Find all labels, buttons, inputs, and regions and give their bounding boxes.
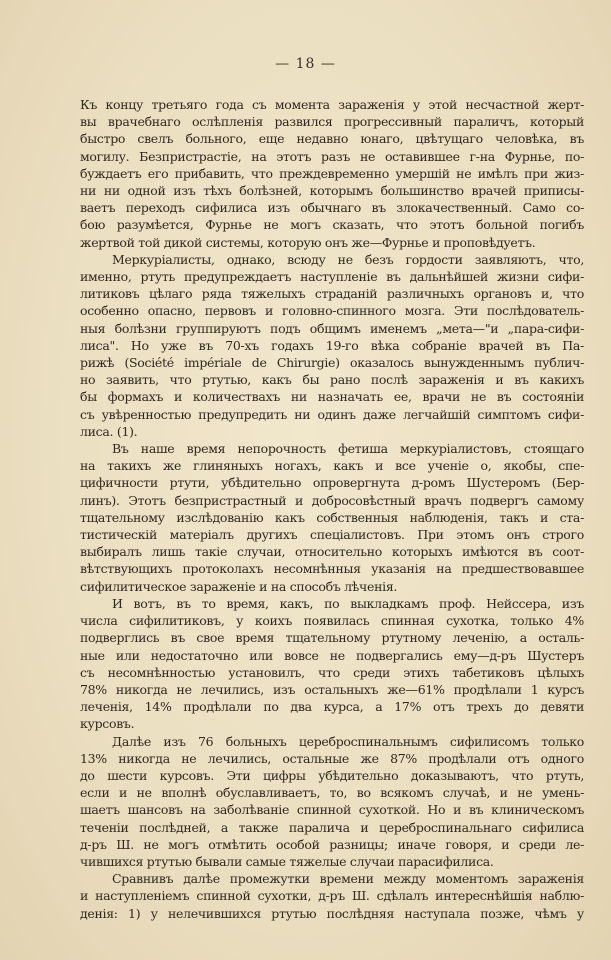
text-line: числа сифилитиковъ, у коихъ появилась спинная сухотка, только 4%: [80, 613, 584, 629]
text-line: ныя болѣзни группируютъ подъ общимъ именемъ „мета—"и „пара-сифи-: [80, 320, 584, 336]
text-line: литиковъ цѣлаго ряда тяжелыхъ страданій различныхъ органовъ и, что: [80, 286, 584, 302]
text-line: тистическій матеріалъ другихъ спеціалистовъ. При этомъ онъ строго: [80, 527, 584, 543]
text-line: подверглись въ свое время тщательному ртутному леченію, а осталь-: [80, 630, 584, 646]
text-line: Сравнивъ далѣе промежутки времени между моментомъ зараженія: [112, 871, 584, 887]
text-line: выбиралъ лишь такіе случаи, относительно которыхъ имѣются въ соот-: [80, 544, 584, 560]
text-line: Къ концу третьяго года съ момента зараженія у этой несчастной жерт-: [80, 97, 584, 112]
text-line: рижѣ (Société impériale de Chirurgie) оказалось вынужденнымъ публич-: [80, 355, 584, 371]
text-line: чившихся ртутью бывали самые тяжелые случаи парасифилиса.: [80, 853, 494, 869]
body-text: [80, 96, 584, 922]
text-line: вы врачебнаго ослѣпленія развился прогрессивный параличъ, который: [80, 114, 584, 130]
page-number: — 18 —: [275, 56, 336, 72]
text-line: Меркуріалисты, однако, всюду не безъ гордости заявляютъ, что,: [112, 251, 584, 267]
text-line: до шести курсовъ. Эти цифры убѣдительно доказываютъ, что ртуть,: [80, 767, 584, 783]
text-line: бою разумѣется, Фурнье не могъ сказать, что этотъ больной погибъ: [80, 217, 584, 233]
text-line: 13% никогда не лечились, остальные же 87% продѣлали отъ одного: [80, 750, 584, 766]
text-line: бы формахъ и количествахъ ни назначать ее, врачи не въ состояніи: [80, 389, 584, 405]
text-line: леченія, 14% продѣлали по два курса, а 17% отъ трехъ до девяти: [80, 699, 584, 715]
text-line: съ увѣренностью предупредить ни одинъ даже легчайшій симптомъ сифи-: [80, 406, 584, 422]
text-line: И вотъ, въ то время, какъ, по выкладкамъ проф. Нейссера, изъ: [112, 595, 584, 611]
text-line: теченіи послѣдней, а также паралича и цереброспинальнаго сифилиса: [80, 819, 584, 835]
text-line: быстро свелъ больного, еще недавно юнаго, цвѣтущаго человѣка, въ: [80, 131, 584, 147]
text-line: ваетъ переходъ сифилиса изъ обычнаго въ злокачественный. Само со-: [80, 200, 584, 216]
text-line: ни ни одной изъ тѣхъ болѣзней, которымъ большинство врачей приписы-: [80, 183, 584, 199]
text-line: д-ръ Ш. не могъ отмѣтить особой разницы; иначе говоря, и среди ле-: [80, 836, 584, 852]
text-line: особенно опасно, первовъ и головно-спинного мозга. Эти послѣдователь-: [80, 303, 584, 319]
text-line: буждаетъ его прибавить, что преждевременно умершій не имѣлъ при жиз-: [80, 165, 584, 181]
text-line: сифилитическое зараженіе и на способъ лѣченія.: [80, 578, 398, 594]
text-line: лиса. (1).: [80, 423, 138, 439]
text-line: вѣтствующихъ протоколахъ несомнѣнныя указанія на предшествовавшее: [80, 561, 584, 577]
text-line: именно, ртуть предупреждаетъ наступленіе въ дальнѣйшей жизни сифи-: [80, 269, 584, 285]
text-line: 78% никогда не лечились, изъ остальныхъ же—61% продѣлали 1 курсъ: [80, 681, 584, 697]
text-line: Въ наше время непорочность фетиша меркуріалистовъ, стоящаго: [112, 441, 584, 457]
text-line: цифичности ртути, убѣдительно опровергнута д-ромъ Шустеромъ (Бер-: [80, 475, 584, 491]
text-line: тщательному изслѣдованію какъ собственныя наблюденія, такъ и ста-: [80, 509, 584, 525]
text-line: Далѣе изъ 76 больныхъ цереброспинальнымъ сифилисомъ только: [112, 733, 584, 749]
text-line: шаетъ шансовъ на заболѣваніе спинной сухоткой. Но и въ клиническомъ: [80, 802, 584, 818]
text-line: и наступленіемъ спинной сухотки, д-ръ Ш. сдѣлалъ интереснѣйшія наблю-: [80, 888, 584, 904]
text-line: жертвой той дикой системы, которую онъ же—Фурнье и проповѣдуетъ.: [80, 234, 536, 250]
text-line: если и не вполнѣ обуславливаетъ, то, во всякомъ случаѣ, и не умень-: [80, 785, 584, 801]
text-line: могилу. Безпристрастіе, на этотъ разъ не оставившее г-на Фурнье, по-: [80, 148, 584, 164]
text-line: но заявить, что ртутью, какъ бы рано послѣ зараженія и въ какихъ: [80, 372, 584, 388]
text-line: курсовъ.: [80, 716, 135, 732]
text-line: лиса". Но уже въ 70-хъ годахъ 19-го вѣка собраніе врачей въ Па-: [80, 337, 584, 353]
text-line: линъ). Этотъ безпристрастный и добросовѣстный врачъ подвергъ самому: [80, 492, 584, 508]
text-line: денія: 1) у нелечившихся ртутью послѣдняя наступала позже, чѣмъ у: [80, 905, 584, 921]
text-line: на такихъ же глиняныхъ ногахъ, какъ и все ученіе о, якобы, спе-: [80, 458, 584, 474]
text-line: съ несомнѣнностью установилъ, что среди этихъ табетиковъ цѣлыхъ: [80, 664, 584, 680]
text-line: ные или недостаточно или вовсе не подвергались ему—д-ръ Шустеръ: [80, 647, 584, 663]
